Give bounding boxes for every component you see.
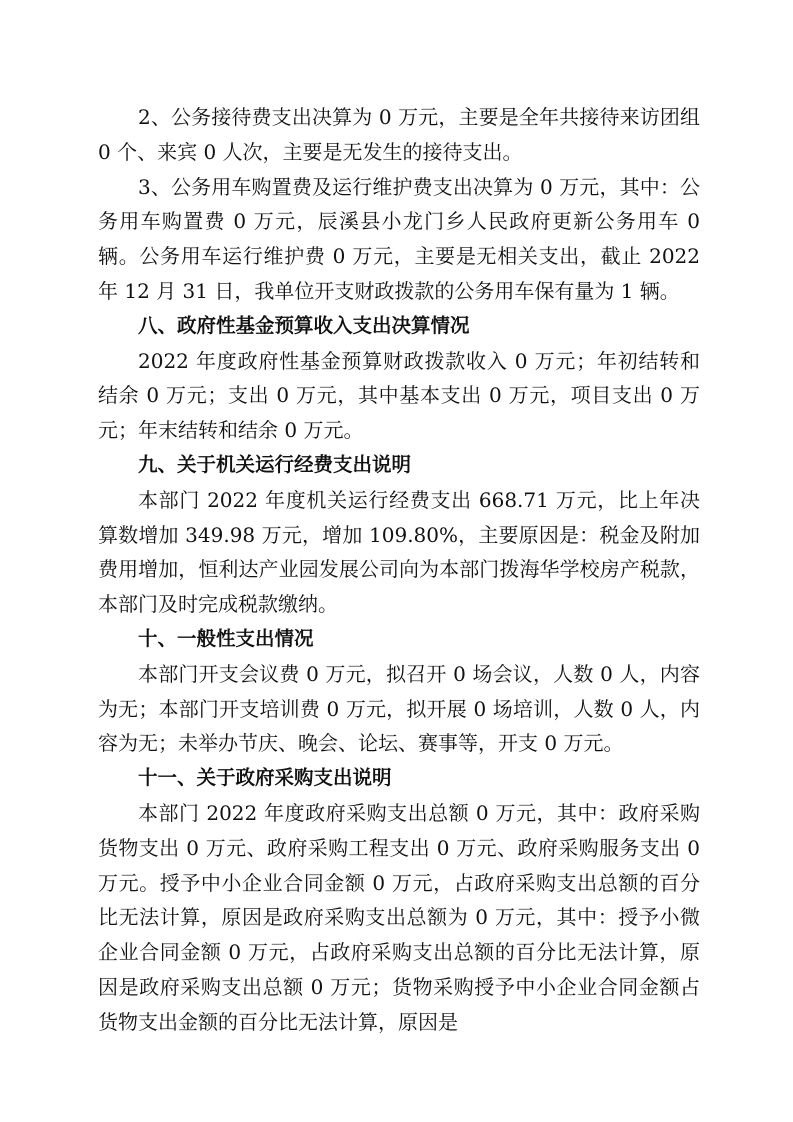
paragraph-operating-expense: 本部门 2022 年度机关运行经费支出 668.71 万元，比上年决算数增加 349.98 万元，增加 109.80%，主要原因是：税金及附加费用增加，恒利达产业园发展公司向为本部门拨海华学校房产税款，本部门及时完成税款缴纳。 [98,487,700,617]
paragraph-procurement: 本部门 2022 年度政府采购支出总额 0 万元，其中：政府采购货物支出 0 万元、政府采购工程支出 0 万元、政府采购服务支出 0 万元。授予中小企业合同金额 0 万元，占政府采购支出总额的百分比无法计算，原因是政府采购支出总额为 0 万元，其中：授予小微企业合同金额 0 万元，占政府采购支出总额的百分比无法计算，原因是政府采购支出总额 0 万元；货物采购授予中小企业合同金额占货物支出金额的百分比无法计算，原因是 [98,800,700,1034]
document-body [98,100,700,1040]
paragraph-vehicle-expense: 3、公务用车购置费及运行维护费支出决算为 0 万元，其中：公务用车购置费 0 万元，辰溪县小龙门乡人民政府更新公务用车 0 辆。公务用车运行维护费 0 万元，主要是无相关支出，截止 2022 年 12 月 31 日，我单位开支财政拨款的公务用车保有量为 1 辆。 [98,174,700,303]
section-heading-general-expense: 十、一般性支出情况 [138,626,314,650]
section-heading-government-fund: 八、政府性基金预算收入支出决算情况 [138,313,470,337]
paragraph-general-expense: 本部门开支会议费 0 万元，拟召开 0 场会议，人数 0 人，内容为无；本部门开支培训费 0 万元，拟开展 0 场培训，人数 0 人，内容为无；未举办节庆、晚会、论坛、赛事等，开支 0 万元。 [98,661,700,756]
paragraph-government-fund: 2022 年度政府性基金预算财政拨款收入 0 万元；年初结转和结余 0 万元；支出 0 万元，其中基本支出 0 万元，项目支出 0 万元；年末结转和结余 0 万元。 [98,348,700,443]
paragraph-reception-expense: 2、公务接待费支出决算为 0 万元，主要是全年共接待来访团组 0 个、来宾 0 人次，主要是无发生的接待支出。 [98,105,700,164]
section-heading-procurement: 十一、关于政府采购支出说明 [138,766,392,790]
section-heading-operating-expense: 九、关于机关运行经费支出说明 [138,452,412,476]
